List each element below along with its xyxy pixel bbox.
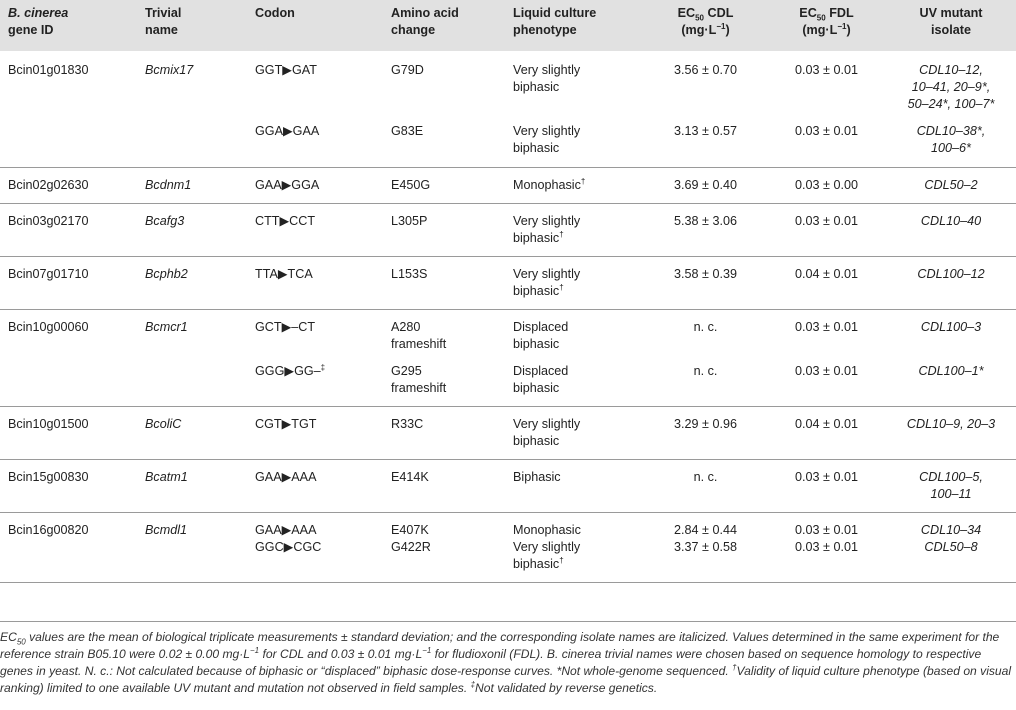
cell-gene-id: Bcin10g01500 [0,407,137,460]
header-uv-mutant: UV mutant isolate [919,6,983,37]
cell-codon: TTA▶TCA [247,257,383,310]
cell-ec50-fdl: 0.03 ± 0.00 [767,168,886,204]
table-row [0,117,1016,168]
footnote-divider [0,621,1016,622]
cell-liquid-culture: Very slightly biphasic† [505,257,644,310]
cell-uv-mutant: CDL10–9, 20–3 [886,407,1016,460]
cell-ec50-cdl: n. c. [693,320,718,334]
cell-ec50-fdl: 0.03 ± 0.01 [767,204,886,257]
header-amino-acid: Amino acid change [391,6,459,37]
cell-amino-acid: G83E [383,117,505,168]
cell-ec50-fdl: 0.03 ± 0.01 [767,357,886,407]
header-liquid-culture: Liquid culture phenotype [513,6,597,37]
cell-codon: GGC▶CGC [247,539,383,583]
cell-codon: GGG▶GG–‡ [247,357,383,407]
cell-ec50-fdl: 0.03 ± 0.01 [795,320,858,334]
cell-trivial-name: Bcphb2 [137,257,247,310]
cell-ec50-cdl: 3.69 ± 0.40 [644,168,767,204]
cell-amino-acid: G79D [391,63,424,77]
cell-trivial-name: Bcmix17 [145,63,194,77]
cell-trivial-name [137,117,247,168]
cell-liquid-culture: Very slightly biphasic [505,407,644,460]
cell-ec50-fdl: 0.03 ± 0.01 [795,63,858,77]
cell-gene-id: Bcin16g00820 [8,523,89,537]
cell-uv-mutant: CDL100–3 [920,320,982,334]
header-ec50-fdl: $EC_{50}$ FDL $(mg\cdot L^{-1})$ [799,6,854,37]
cell-ec50-fdl: 0.03 ± 0.01 [767,539,886,583]
cell-liquid-culture: Monophasic [513,523,581,537]
cell-ec50-cdl: 3.13 ± 0.57 [644,117,767,168]
cell-uv-mutant: CDL10–38*, 100–6* [886,117,1016,168]
cell-uv-mutant: CDL50–2 [886,168,1016,204]
cell-gene-id [0,117,137,168]
cell-codon: GAA▶AAA [247,460,383,513]
header-row [0,0,1016,51]
cell-trivial-name [137,357,247,407]
cell-ec50-cdl: 5.38 ± 3.06 [644,204,767,257]
cell-amino-acid: L153S [383,257,505,310]
table-row [0,513,1016,540]
cell-gene-id: Bcin02g02630 [0,168,137,204]
cell-amino-acid: G422R [383,539,505,583]
cell-trivial-name: Bcmdl1 [145,523,187,537]
cell-ec50-cdl: n. c. [644,357,767,407]
table-row [0,310,1016,358]
cell-gene-id [0,357,137,407]
cell-ec50-cdl: 3.58 ± 0.39 [644,257,767,310]
cell-trivial-name: BcoliC [137,407,247,460]
cell-liquid-culture: Monophasic† [505,168,644,204]
cell-gene-id: Bcin07g01710 [0,257,137,310]
cell-uv-mutant: CDL10–40 [886,204,1016,257]
cell-trivial-name: Bcmcr1 [145,320,188,334]
cell-ec50-fdl: 0.04 ± 0.01 [767,257,886,310]
table-row [0,407,1016,460]
cell-codon: GAA▶GGA [247,168,383,204]
cell-ec50-cdl: 3.56 ± 0.70 [674,63,737,77]
cell-uv-mutant: CDL50–8 [886,539,1016,583]
cell-uv-mutant: CDL100–5, 100–11 [886,460,1016,513]
table-row [0,539,1016,583]
cell-liquid-culture: Very slightly biphasic [505,117,644,168]
table-row [0,204,1016,257]
cell-gene-id: Bcin01g01830 [8,63,89,77]
cell-uv-mutant: CDL10–34 [920,523,982,537]
cell-uv-mutant: CDL100–1* [886,357,1016,407]
cell-codon: GAA▶AAA [255,523,317,537]
cell-codon: GGA▶GAA [247,117,383,168]
cell-uv-mutant: CDL10–12, 10–41, 20–9*, 50–24*, 100–7* [907,63,995,111]
cell-ec50-cdl: 3.37 ± 0.58 [644,539,767,583]
cell-amino-acid: E450G [383,168,505,204]
cell-trivial-name: Bcafg3 [137,204,247,257]
table-row [0,168,1016,204]
table-footnote: $EC_{50}$ values are the mean of biological triplicate measurements ± standard deviation; and the corresponding isolate names are italicized. Values determined in the same experiment for the reference strain B05.10 were 0.02 ± 0.00 $mg\cdot L^{-1}$ for CDL and 0.03 ± 0.01 $mg\cdot L^{-1}$ for fludioxonil (FDL). B. cinerea trivial names were chosen based on sequence homology to respective genes in yeast. N. c.: Not calculated because of biphasic or “displaced” biphasic dose-response curves. *Not whole-genome sequenced. †Validity of liquid culture phenotype (based on visual ranking) limited to one available UV mutant and mutation not observed in field samples. ‡Not validated by reverse genetics. [0,630,1012,695]
cell-liquid-culture: Displaced biphasic [513,320,569,351]
table-row [0,357,1016,407]
cell-trivial-name [137,539,247,583]
table-row [0,460,1016,513]
cell-gene-id: Bcin03g02170 [0,204,137,257]
cell-trivial-name: Bcdnm1 [137,168,247,204]
cell-codon: GGT▶GAT [255,63,317,77]
cell-gene-id: Bcin10g00060 [8,320,89,334]
cell-ec50-cdl: 3.29 ± 0.96 [644,407,767,460]
cell-liquid-culture: Very slightly biphasic† [505,204,644,257]
cell-liquid-culture: Very slightly biphasic† [505,539,644,583]
cell-amino-acid: L305P [383,204,505,257]
cell-ec50-cdl: 2.84 ± 0.44 [674,523,737,537]
cell-liquid-culture: Displaced biphasic [505,357,644,407]
cell-ec50-fdl: 0.03 ± 0.01 [767,460,886,513]
cell-ec50-cdl: n. c. [644,460,767,513]
table-row [0,51,1016,117]
header-codon: Codon [255,6,295,20]
cell-codon: CTT▶CCT [247,204,383,257]
cell-ec50-fdl: 0.04 ± 0.01 [767,407,886,460]
cell-ec50-fdl: 0.03 ± 0.01 [795,523,858,537]
cell-amino-acid: E414K [383,460,505,513]
cell-uv-mutant: CDL100–12 [886,257,1016,310]
cell-codon: GCT▶–CT [255,320,316,334]
cell-gene-id [0,539,137,583]
cell-amino-acid: R33C [383,407,505,460]
table-row [0,257,1016,310]
cell-liquid-culture: Biphasic [505,460,644,513]
cell-amino-acid: A280 frameshift [391,320,447,351]
header-ec50-cdl: $EC_{50}$ CDL $(mg\cdot L^{-1})$ [677,6,734,37]
header-gene-id: B. cinerea gene ID [8,6,69,37]
cell-amino-acid: E407K [391,523,429,537]
header-trivial-name: Trivial name [145,6,182,37]
cell-gene-id: Bcin15g00830 [0,460,137,513]
cell-amino-acid: G295 frameshift [383,357,505,407]
cell-trivial-name: Bcatm1 [137,460,247,513]
cell-ec50-fdl: 0.03 ± 0.01 [767,117,886,168]
cell-liquid-culture: Very slightly biphasic [513,63,581,94]
cell-codon: CGT▶TGT [247,407,383,460]
